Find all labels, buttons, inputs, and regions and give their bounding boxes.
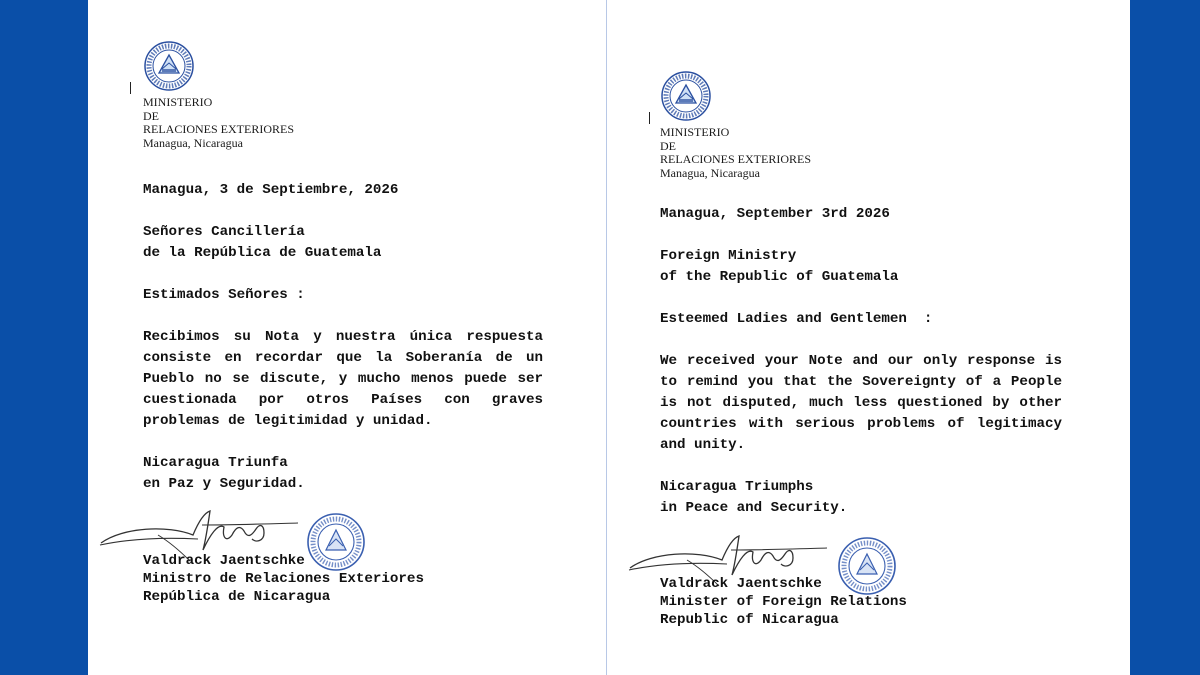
signatory-block [660,575,907,629]
text-cursor [130,82,131,94]
letter-body: We received your Note and our only response is to remind you that the Sovereignty of a People is not disputed, much less questioned by other countries with serious problems of legitimacy and unity. [660,353,1062,453]
signatory-title: Ministro de Relaciones Exteriores [143,571,424,587]
signatory-country: República de Nicaragua [143,589,331,605]
recipient-line: Foreign Ministry [660,248,797,264]
recipient-line: of the Republic of Guatemala [660,269,899,285]
letter-english [607,0,1130,675]
closing-line: Nicaragua Triumphs [660,479,814,495]
recipient-line: Señores Cancillería [143,224,305,240]
letterhead-line: MINISTERIO [143,95,213,109]
letterhead-line: DE [143,108,159,123]
letter-closing [660,477,847,519]
closing-line: en Paz y Seguridad. [143,476,305,492]
nicaragua-crest-icon [143,40,195,92]
signatory-title: Minister of Foreign Relations [660,594,907,610]
closing-line: Nicaragua Triunfa [143,455,288,471]
letter-date: Managua, 3 de Septiembre, 2026 [143,182,399,198]
letterhead-city: Managua, Nicaragua [660,165,760,180]
letterhead-line: MINISTERIO [660,125,730,139]
nicaragua-crest-icon [660,70,712,122]
letter-salutation: Esteemed Ladies and Gentlemen : [660,311,933,327]
letter-body: Recibimos su Nota y nuestra única respuesta consiste en recordar que la Soberanía de un Pueblo no se discute, y mucho menos puede ser cuestionada por otros Países con graves problemas de legitimidad y unidad. [143,329,543,429]
signatory-name: Valdrack Jaentschke [143,553,305,569]
signatory-country: Republic of Nicaragua [660,612,839,628]
letter-recipient [660,246,898,288]
signatory-name: Valdrack Jaentschke [660,576,822,592]
letterhead-ministry [660,126,811,180]
recipient-line: de la República de Guatemala [143,245,382,261]
signatory-block [143,552,424,606]
letter-recipient [143,222,381,264]
letterhead-line: RELACIONES EXTERIORES [143,122,294,137]
letterhead-city: Managua, Nicaragua [143,135,243,150]
letterhead-ministry [143,96,294,150]
letter-closing [143,453,305,495]
letter-date: Managua, September 3rd 2026 [660,206,890,222]
letter-salutation: Estimados Señores : [143,287,305,303]
text-cursor [649,112,650,124]
closing-line: in Peace and Security. [660,500,848,516]
letter-spanish [88,0,606,675]
letterhead-line: DE [660,138,676,153]
letterhead-line: RELACIONES EXTERIORES [660,152,811,167]
